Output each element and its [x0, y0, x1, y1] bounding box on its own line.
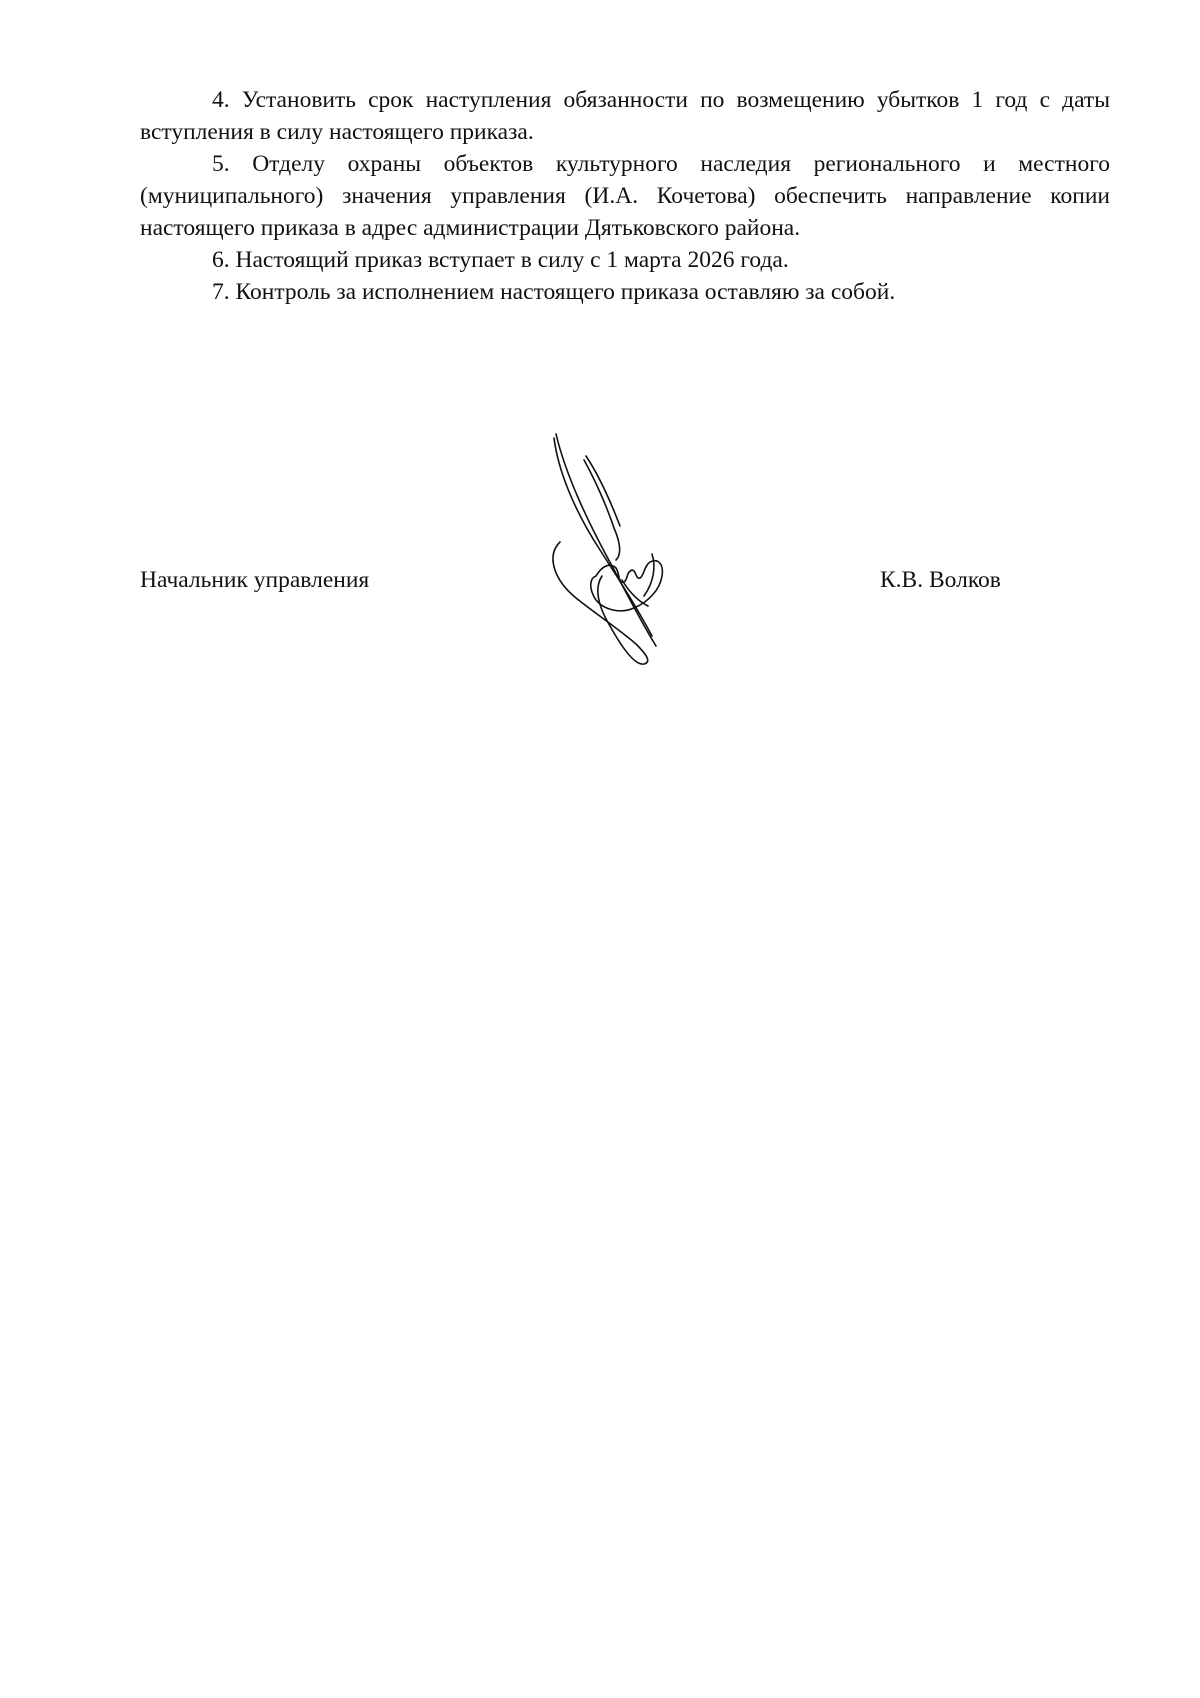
signatory-name: К.В. Волков — [880, 567, 1001, 593]
paragraph-4: 4. Установить срок наступления обязанности по возмещению убытков 1 год с даты вступления в силу настоящего приказа. — [140, 87, 1110, 145]
document-body — [140, 84, 1110, 308]
signatory-position: Начальник управления — [140, 567, 370, 593]
handwritten-signature — [540, 430, 690, 670]
paragraph-5: 5. Отделу охраны объектов культурного наследия регионального и местного (муниципального) значения управления (И.А. Кочетова) обеспечить направление копии настоящего приказа в адрес администрации Дятьковского района. — [140, 151, 1110, 241]
paragraph-6: 6. Настоящий приказ вступает в силу с 1 марта 2026 года. — [212, 247, 789, 273]
paragraph-7: 7. Контроль за исполнением настоящего приказа оставляю за собой. — [212, 279, 896, 305]
